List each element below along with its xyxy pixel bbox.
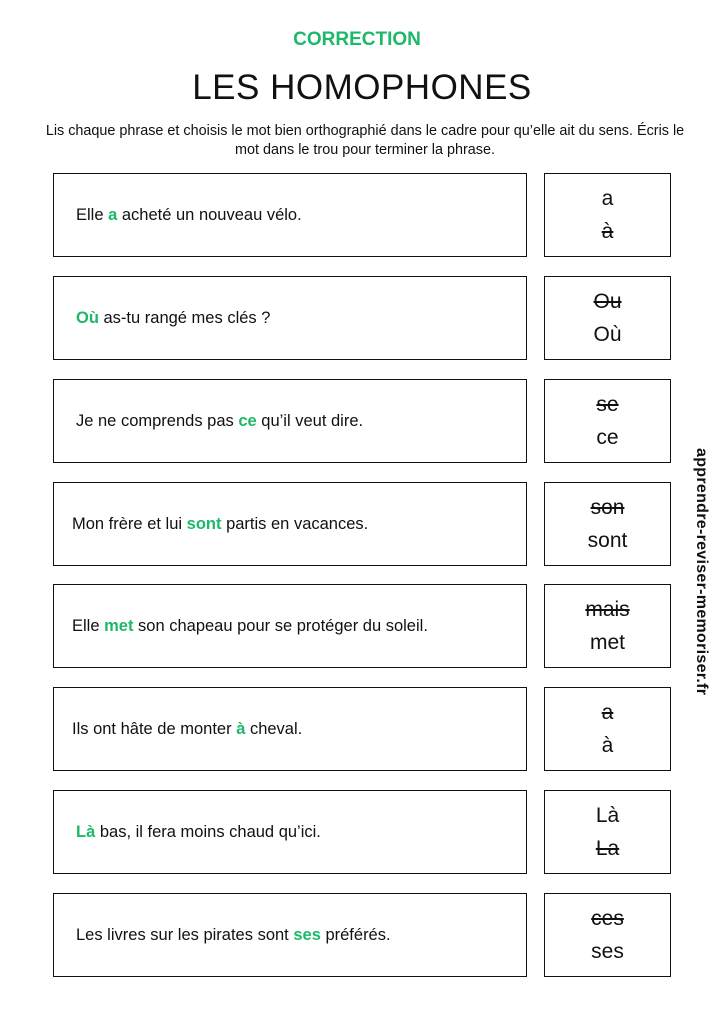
choice-box — [544, 276, 671, 360]
sentence-box — [53, 584, 527, 668]
choice-word-struck: se — [596, 393, 619, 416]
exercise-row-6 — [53, 687, 671, 773]
choice-word-struck: La — [595, 837, 620, 860]
website-watermark: apprendre-reviser-memoriser.fr — [693, 448, 710, 696]
answer-word: Là — [76, 822, 96, 841]
choice-word-correct: a — [601, 187, 614, 210]
sentence-after: cheval. — [245, 719, 303, 738]
sentence-box — [53, 173, 527, 257]
choice-word-correct: ses — [591, 940, 624, 963]
sentence-before: Elle — [76, 205, 109, 224]
sentence-before: Les livres sur les pirates sont — [76, 925, 294, 944]
choice-word-correct: met — [589, 631, 625, 654]
choice-box — [544, 482, 671, 566]
sentence-box — [53, 790, 527, 874]
exercise-row-1 — [53, 173, 671, 259]
answer-word: a — [108, 205, 118, 224]
choice-word-struck: Ou — [593, 290, 622, 313]
sentence-before: Je ne comprends pas — [76, 411, 239, 430]
sentence-before: Mon frère et lui — [72, 514, 187, 533]
choice-box — [544, 584, 671, 668]
choice-word-correct: Là — [595, 804, 620, 827]
correction-label: CORRECTION — [293, 29, 421, 50]
sentence-box — [53, 687, 527, 771]
sentence-after: qu’il veut dire. — [256, 411, 364, 430]
choice-box — [544, 790, 671, 874]
sentence-after: préférés. — [320, 925, 391, 944]
choice-box — [544, 893, 671, 977]
answer-word: sont — [186, 514, 222, 533]
choice-word-correct: ce — [596, 426, 619, 449]
page-title: LES HOMOPHONES — [192, 68, 532, 107]
answer-word: ce — [238, 411, 257, 430]
choice-word-struck: son — [590, 496, 625, 519]
sentence-after: bas, il fera moins chaud qu’ici. — [95, 822, 321, 841]
answer-word: Où — [76, 308, 99, 327]
sentence-box — [53, 482, 527, 566]
sentence-before: Ils ont hâte de monter — [72, 719, 237, 738]
sentence-box — [53, 379, 527, 463]
exercise-row-3 — [53, 379, 671, 465]
exercise-row-7 — [53, 790, 671, 876]
instructions-text: Lis chaque phrase et choisis le mot bien orthographié dans le cadre pour qu’elle ait du sens. Écris le mot dans le trou pour terminer la phrase. — [45, 123, 685, 158]
answer-word: met — [104, 616, 134, 635]
exercise-row-2 — [53, 276, 671, 362]
choice-box — [544, 379, 671, 463]
sentence-box — [53, 276, 527, 360]
choice-word-struck: a — [601, 701, 614, 724]
choice-word-correct: sont — [587, 529, 628, 552]
exercise-row-4 — [53, 482, 671, 568]
sentence-before: Elle — [72, 616, 105, 635]
choice-word-correct: Où — [593, 323, 622, 346]
choice-word-struck: mais — [585, 598, 630, 621]
sentence-after: acheté un nouveau vélo. — [117, 205, 302, 224]
choice-box — [544, 173, 671, 257]
sentence-after: partis en vacances. — [221, 514, 369, 533]
exercise-row-8 — [53, 893, 671, 979]
choice-word-struck: ces — [591, 907, 624, 930]
answer-word: à — [236, 719, 246, 738]
choice-word-correct: à — [601, 734, 614, 757]
sentence-after: son chapeau pour se protéger du soleil. — [133, 616, 428, 635]
sentence-box — [53, 893, 527, 977]
choice-word-struck: à — [601, 220, 614, 243]
exercise-row-5 — [53, 584, 671, 670]
answer-word: ses — [293, 925, 321, 944]
sentence-after: as-tu rangé mes clés ? — [98, 308, 271, 327]
choice-box — [544, 687, 671, 771]
